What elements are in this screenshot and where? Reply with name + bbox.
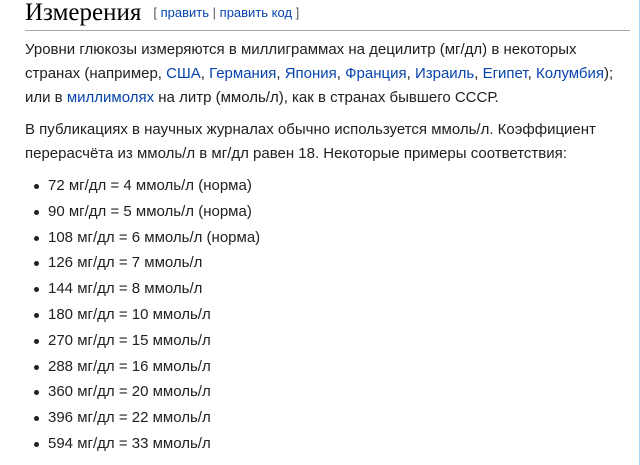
list-item bbox=[25, 431, 425, 457]
bullet-icon bbox=[34, 365, 39, 370]
link-israel[interactable]: Израиль bbox=[414, 65, 475, 82]
edit-separator: | bbox=[212, 5, 217, 20]
list-item-text: 594 мг/дл = 33 ммоль/л bbox=[48, 434, 211, 452]
bullet-icon bbox=[34, 236, 39, 241]
edit-bracket-close: ] bbox=[295, 5, 300, 20]
list-item bbox=[25, 199, 425, 225]
comma-separator: , bbox=[200, 65, 210, 82]
link-japan[interactable]: Япония bbox=[284, 65, 337, 82]
list-item-text: 270 мг/дл = 15 ммоль/л bbox=[48, 331, 211, 349]
bullet-icon bbox=[34, 261, 39, 266]
list-item-text: 360 мг/дл = 20 ммоль/л bbox=[48, 383, 211, 401]
comma-separator: , bbox=[406, 65, 415, 82]
link-france[interactable]: Франция bbox=[345, 65, 407, 82]
comma-separator: , bbox=[336, 65, 346, 82]
bullet-icon bbox=[34, 313, 39, 318]
bullet-icon bbox=[34, 184, 39, 189]
comma-separator: , bbox=[276, 65, 285, 82]
list-item bbox=[25, 250, 425, 276]
list-item bbox=[25, 173, 425, 199]
bullet-icon bbox=[34, 442, 39, 447]
list-item bbox=[25, 354, 425, 380]
section-title: Измерения bbox=[25, 0, 142, 26]
link-germany[interactable]: Германия bbox=[209, 65, 277, 82]
paragraph-text: на литр (ммоль/л), как в странах бывшего СССР. bbox=[154, 89, 499, 106]
list-item-text: 288 мг/дл = 16 ммоль/л bbox=[48, 357, 211, 375]
comma-separator: , bbox=[474, 65, 483, 82]
link-usa[interactable]: США bbox=[166, 65, 201, 82]
paragraph-conversion: В публикациях в научных журналах обычно используется ммоль/л. Коэффициент перерасчёта из ммоль/л в мг/дл равен 18. Некоторые примеры соответствия: bbox=[25, 121, 596, 162]
section-heading bbox=[25, 0, 630, 31]
edit-link[interactable]: править bbox=[160, 5, 210, 20]
edit-bracket-open: [ bbox=[153, 5, 157, 20]
list-item-text: 144 мг/дл = 8 ммоль/л bbox=[48, 280, 203, 298]
bullet-icon bbox=[34, 287, 39, 292]
list-item-text: 72 мг/дл = 4 ммоль/л (норма) bbox=[48, 177, 252, 194]
list-item bbox=[25, 225, 425, 251]
bullet-icon bbox=[34, 416, 39, 421]
paragraph-text: ); или в bbox=[25, 65, 614, 106]
paragraph-units bbox=[25, 38, 630, 110]
bullet-icon bbox=[34, 339, 39, 344]
list-item-text: 396 мг/дл = 22 ммоль/л bbox=[48, 409, 211, 427]
paragraph-text: Уровни глюкозы измеряются в миллиграммах на децилитр (мг/дл) в некоторых странах (например, bbox=[25, 41, 577, 82]
list-item-text: 90 мг/дл = 5 ммоль/л (норма) bbox=[48, 202, 252, 220]
list-item bbox=[25, 379, 425, 405]
comma-separator: , bbox=[527, 65, 536, 82]
link-millimoles[interactable]: миллимолях bbox=[66, 89, 155, 106]
list-item-text: 126 мг/дл = 7 ммоль/л bbox=[48, 254, 203, 272]
conversion-list bbox=[25, 173, 425, 457]
list-item bbox=[25, 405, 425, 431]
link-colombia[interactable]: Колумбия bbox=[535, 65, 605, 82]
bullet-icon bbox=[34, 210, 39, 215]
edit-section-links bbox=[153, 5, 299, 20]
link-egypt[interactable]: Египет bbox=[482, 65, 528, 82]
list-item-text: 108 мг/дл = 6 ммоль/л (норма) bbox=[48, 228, 261, 246]
edit-code-link[interactable]: править код bbox=[219, 5, 293, 20]
list-item bbox=[25, 302, 425, 328]
bullet-icon bbox=[34, 390, 39, 395]
list-item bbox=[25, 328, 425, 354]
list-item-text: 180 мг/дл = 10 ммоль/л bbox=[48, 305, 211, 323]
list-item bbox=[25, 276, 425, 302]
